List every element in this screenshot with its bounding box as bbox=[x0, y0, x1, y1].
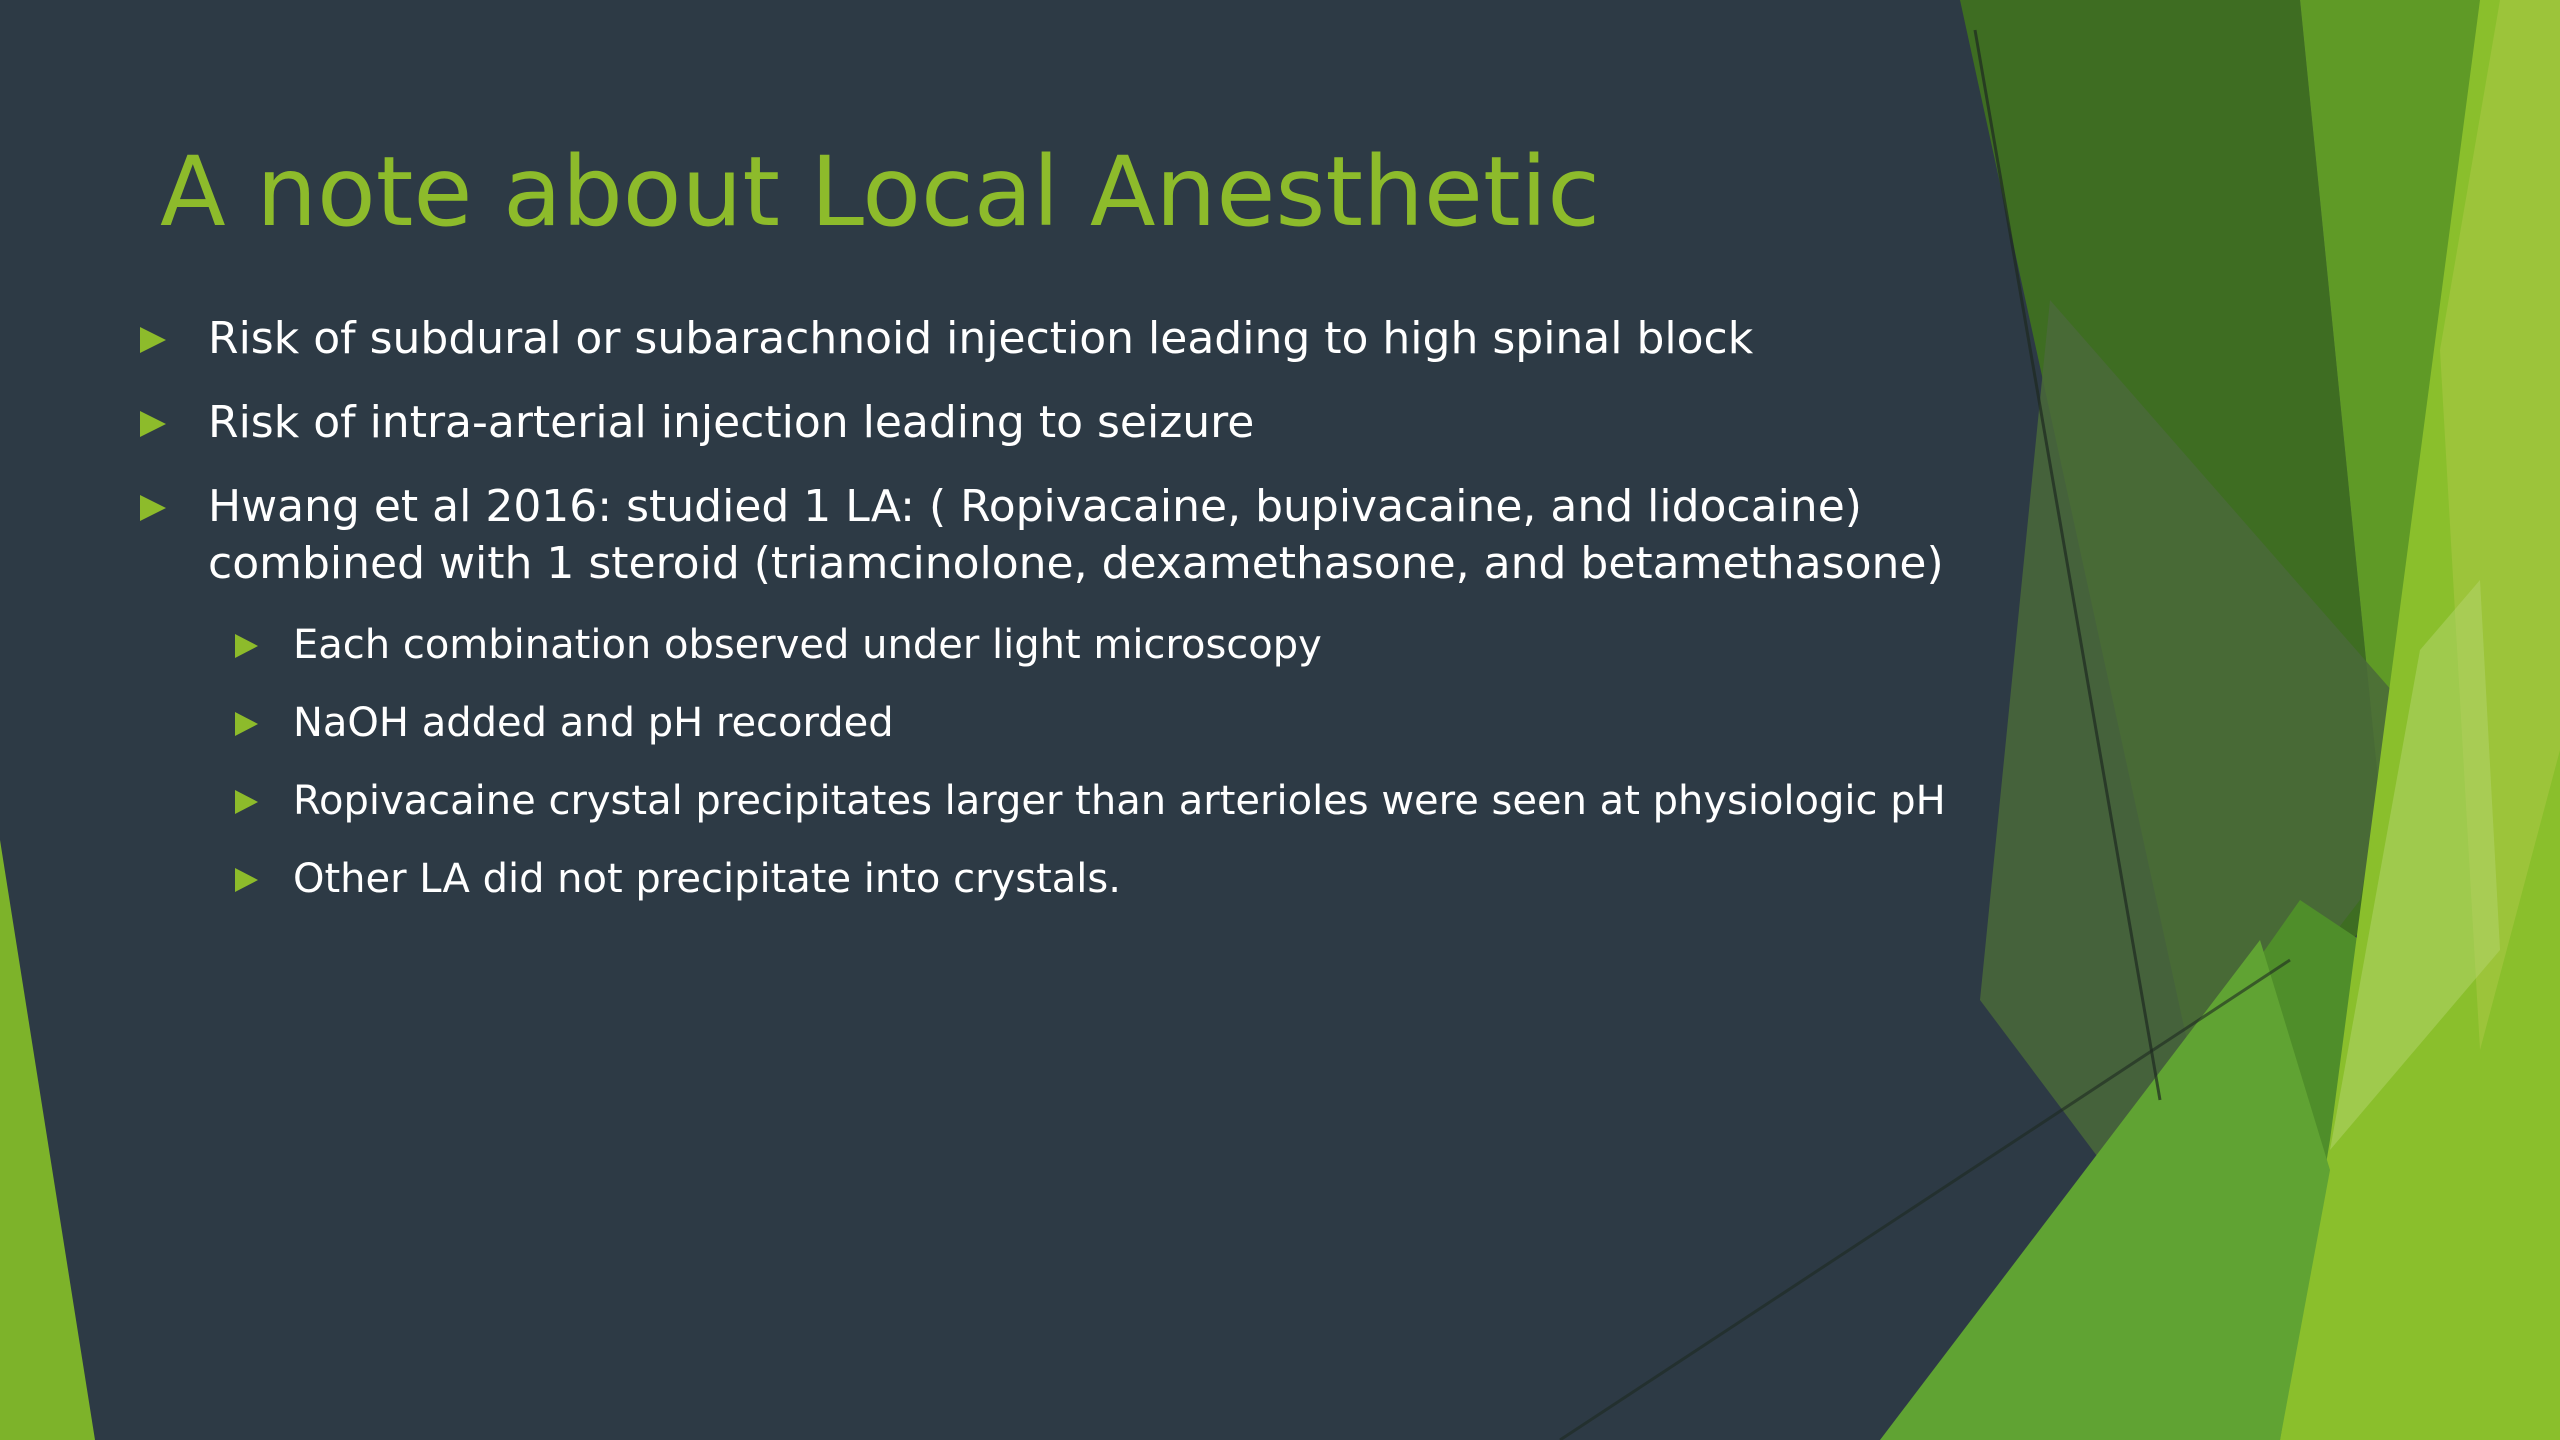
sub-bullet-text: Each combination observed under light microscopy bbox=[293, 622, 1322, 668]
sub-bullet-item bbox=[235, 697, 1960, 749]
sub-bullet-item bbox=[235, 775, 1960, 827]
bullet-text: Risk of intra-arterial injection leading to seizure bbox=[208, 397, 1255, 448]
triangle-right-icon bbox=[140, 411, 166, 437]
sub-bullet-text: Other LA did not precipitate into crystals. bbox=[293, 856, 1121, 902]
facet-left-green bbox=[0, 840, 95, 1440]
slide-title: A note about Local Anesthetic bbox=[160, 136, 1601, 248]
sub-bullet-item bbox=[235, 853, 1960, 905]
bullet-text: Risk of subdural or subarachnoid injection leading to high spinal block bbox=[208, 313, 1754, 364]
bullet-text: Hwang et al 2016: studied 1 LA: ( Ropivacaine, bupivacaine, and lidocaine) combined with 1 steroid (triamcinolone, dexamethasone, and betamethasone) bbox=[208, 481, 1944, 589]
sub-bullet-item bbox=[235, 619, 1960, 671]
triangle-right-icon bbox=[140, 495, 166, 521]
triangle-right-icon bbox=[235, 712, 258, 736]
triangle-right-icon bbox=[235, 868, 258, 892]
bullet-item bbox=[140, 310, 1960, 367]
triangle-right-icon bbox=[235, 790, 258, 814]
triangle-right-icon bbox=[235, 634, 258, 658]
triangle-right-icon bbox=[140, 327, 166, 353]
sub-bullet-text: NaOH added and pH recorded bbox=[293, 700, 894, 746]
bullet-item bbox=[140, 394, 1960, 451]
bullet-list bbox=[140, 310, 1960, 931]
bullet-item bbox=[140, 478, 1960, 592]
sub-bullet-text: Ropivacaine crystal precipitates larger than arterioles were seen at physiologic pH bbox=[293, 778, 1946, 824]
